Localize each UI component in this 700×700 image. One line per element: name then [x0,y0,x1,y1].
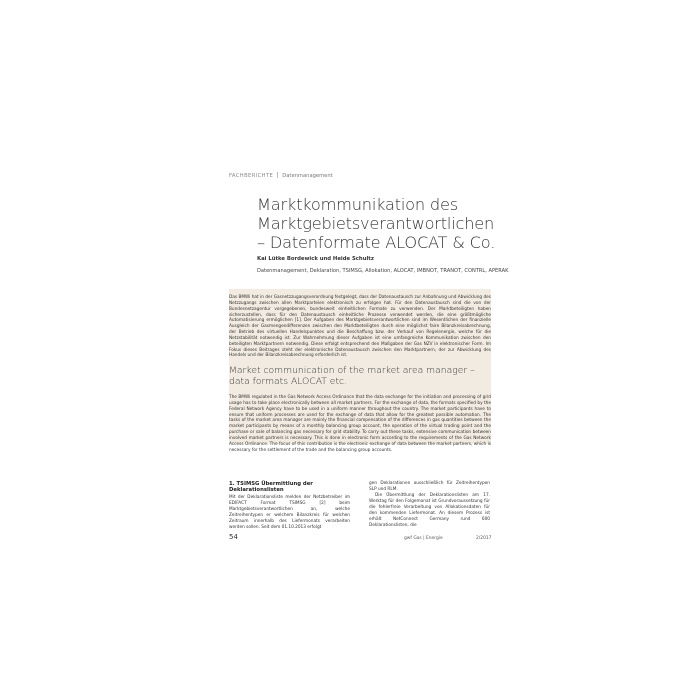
article-authors: Kai Lütke Bordewick und Heide Schultz [257,256,374,262]
footer-journal-name: gwf Gas | Energie [404,536,443,541]
running-header [229,172,333,179]
abstract-box [229,289,491,453]
abstract-english: The BMWi regulated in the Gas Network Access Ordinance that the data exchange for the initiation and processing of grid usage has to take place electronically between all market partners. For the exchange of data, the formats specified by the Federal Network Agency have to be used in a uniform manner throughout the country. The market participants have to ensure that uniform processes are used for the exchange of data that allow for the greatest possible automation. The tasks of the market area manager are mainly the financial compensation of the differences in gas quantities between the market participants by means of a monthly balancing group account, the operation of the virtual trading point and the purchase or sale of balancing gas necessary for grid stability. To carry out these tasks, extensive communication between involved market partners is necessary. This is done in electronic form according to the requirements of the Gas Network Access Ordinance. The focus of this contribution is the electronic exchange of data between the market partners, which is necessary for the settlement of the trade and the balancing group accounts. [229,395,491,453]
header-divider [277,172,278,178]
body-column-left [229,481,350,531]
header-subcategory: Datenmanagement [282,173,333,179]
article-keywords: Datenmanagement, Deklaration, TSIMSG, Allokation, ALOCAT, IMBNOT, TRANOT, CONTRL, APERAK [257,268,509,274]
header-category: FACHBERICHTE [229,173,274,179]
section-heading: 1. TSIMSG Übermittlung der Deklarationslisten [229,481,313,494]
footer-issue: 2/2017 [476,536,492,541]
abstract-english-title: Market communication of the market area manager – data formats ALOCAT etc. [229,365,475,387]
article-title: Marktkommunikation des Marktgebietsverantwortlichen – Datenformate ALOCAT & Co. [257,195,496,252]
page-number: 54 [229,533,238,541]
body-paragraph: Die Übermittlung der Deklarationslisten am 17. Werktag für den Folgemonat ist Grundvoraussetzung für die fehlerfreie Verarbeitung von Allokationsdaten für den kommenden Liefermonat. An diesem Prozess ist erhält NetConnect Germany rund 600 Deklarationslisten, die [369,493,490,528]
abstract-german: Das BMWi hat in der Gasnetzzugangsverordnung festgelegt, dass der Datenaustausch zur Anbahnung und Abwicklung des Netzzugangs zwischen allen Marktparteien elektronisch zu erfolgen hat. Für den Datenaustausch sind die von der Bundesnetzagentur vorgegebenen, bundesweit einheitlichen Formate zu verwenden. Der Marktbeteiligten haben sicherzustellen, dass für den Datenaustausch einheitliche Prozesse verwendet werden, die eine größtmögliche Automatisierung ermöglichen [1]. Der Aufgaben des Marktgebietsverantwortlichen sind im Wesentlichen der finanzielle Ausgleich der Gasmengendifferenzen zwischen den Marktbeteiligten durch eine möglichst faire Bilanzkreisabrechnung, der Betrieb des virtuellen Handelspunktes und die Beschaffung bzw. der Verkauf von Regelenergie, welche für die Netzstabilität notwendig ist. Zur Wahrnehmung dieser Aufgaben ist eine umfangreiche Kommunikation zwischen den beteiligten Marktpartnern notwendig. Diese erfolgt entsprechend den Maßgaben der Gas NZV in elektronischer Form. Im Fokus dieses Beitrages steht der elektronische Datenaustausch zwischen den Marktpartnern, der zur Abwicklung des Handels und der Bilanzkreisabrechnung erforderlich ist. [229,295,491,359]
body-paragraph: Mit der Deklarationsliste melden der Netzbetreiber im EDIFACT Format TSIMSG [2] beim Marktgebietsverantwortlichen an, welche Zeitreihentypen er welchem Bilanzkreis für welchen Zeitraum innerhalb des Liefermonats verarbeiten werden sollen. Seit dem 01.10.2013 erfolgt [229,494,350,530]
body-paragraph: gen Deklarationen ausschließlich für Zeitreihentypen SLP und RLM. [369,481,490,492]
body-column-right [369,481,490,529]
